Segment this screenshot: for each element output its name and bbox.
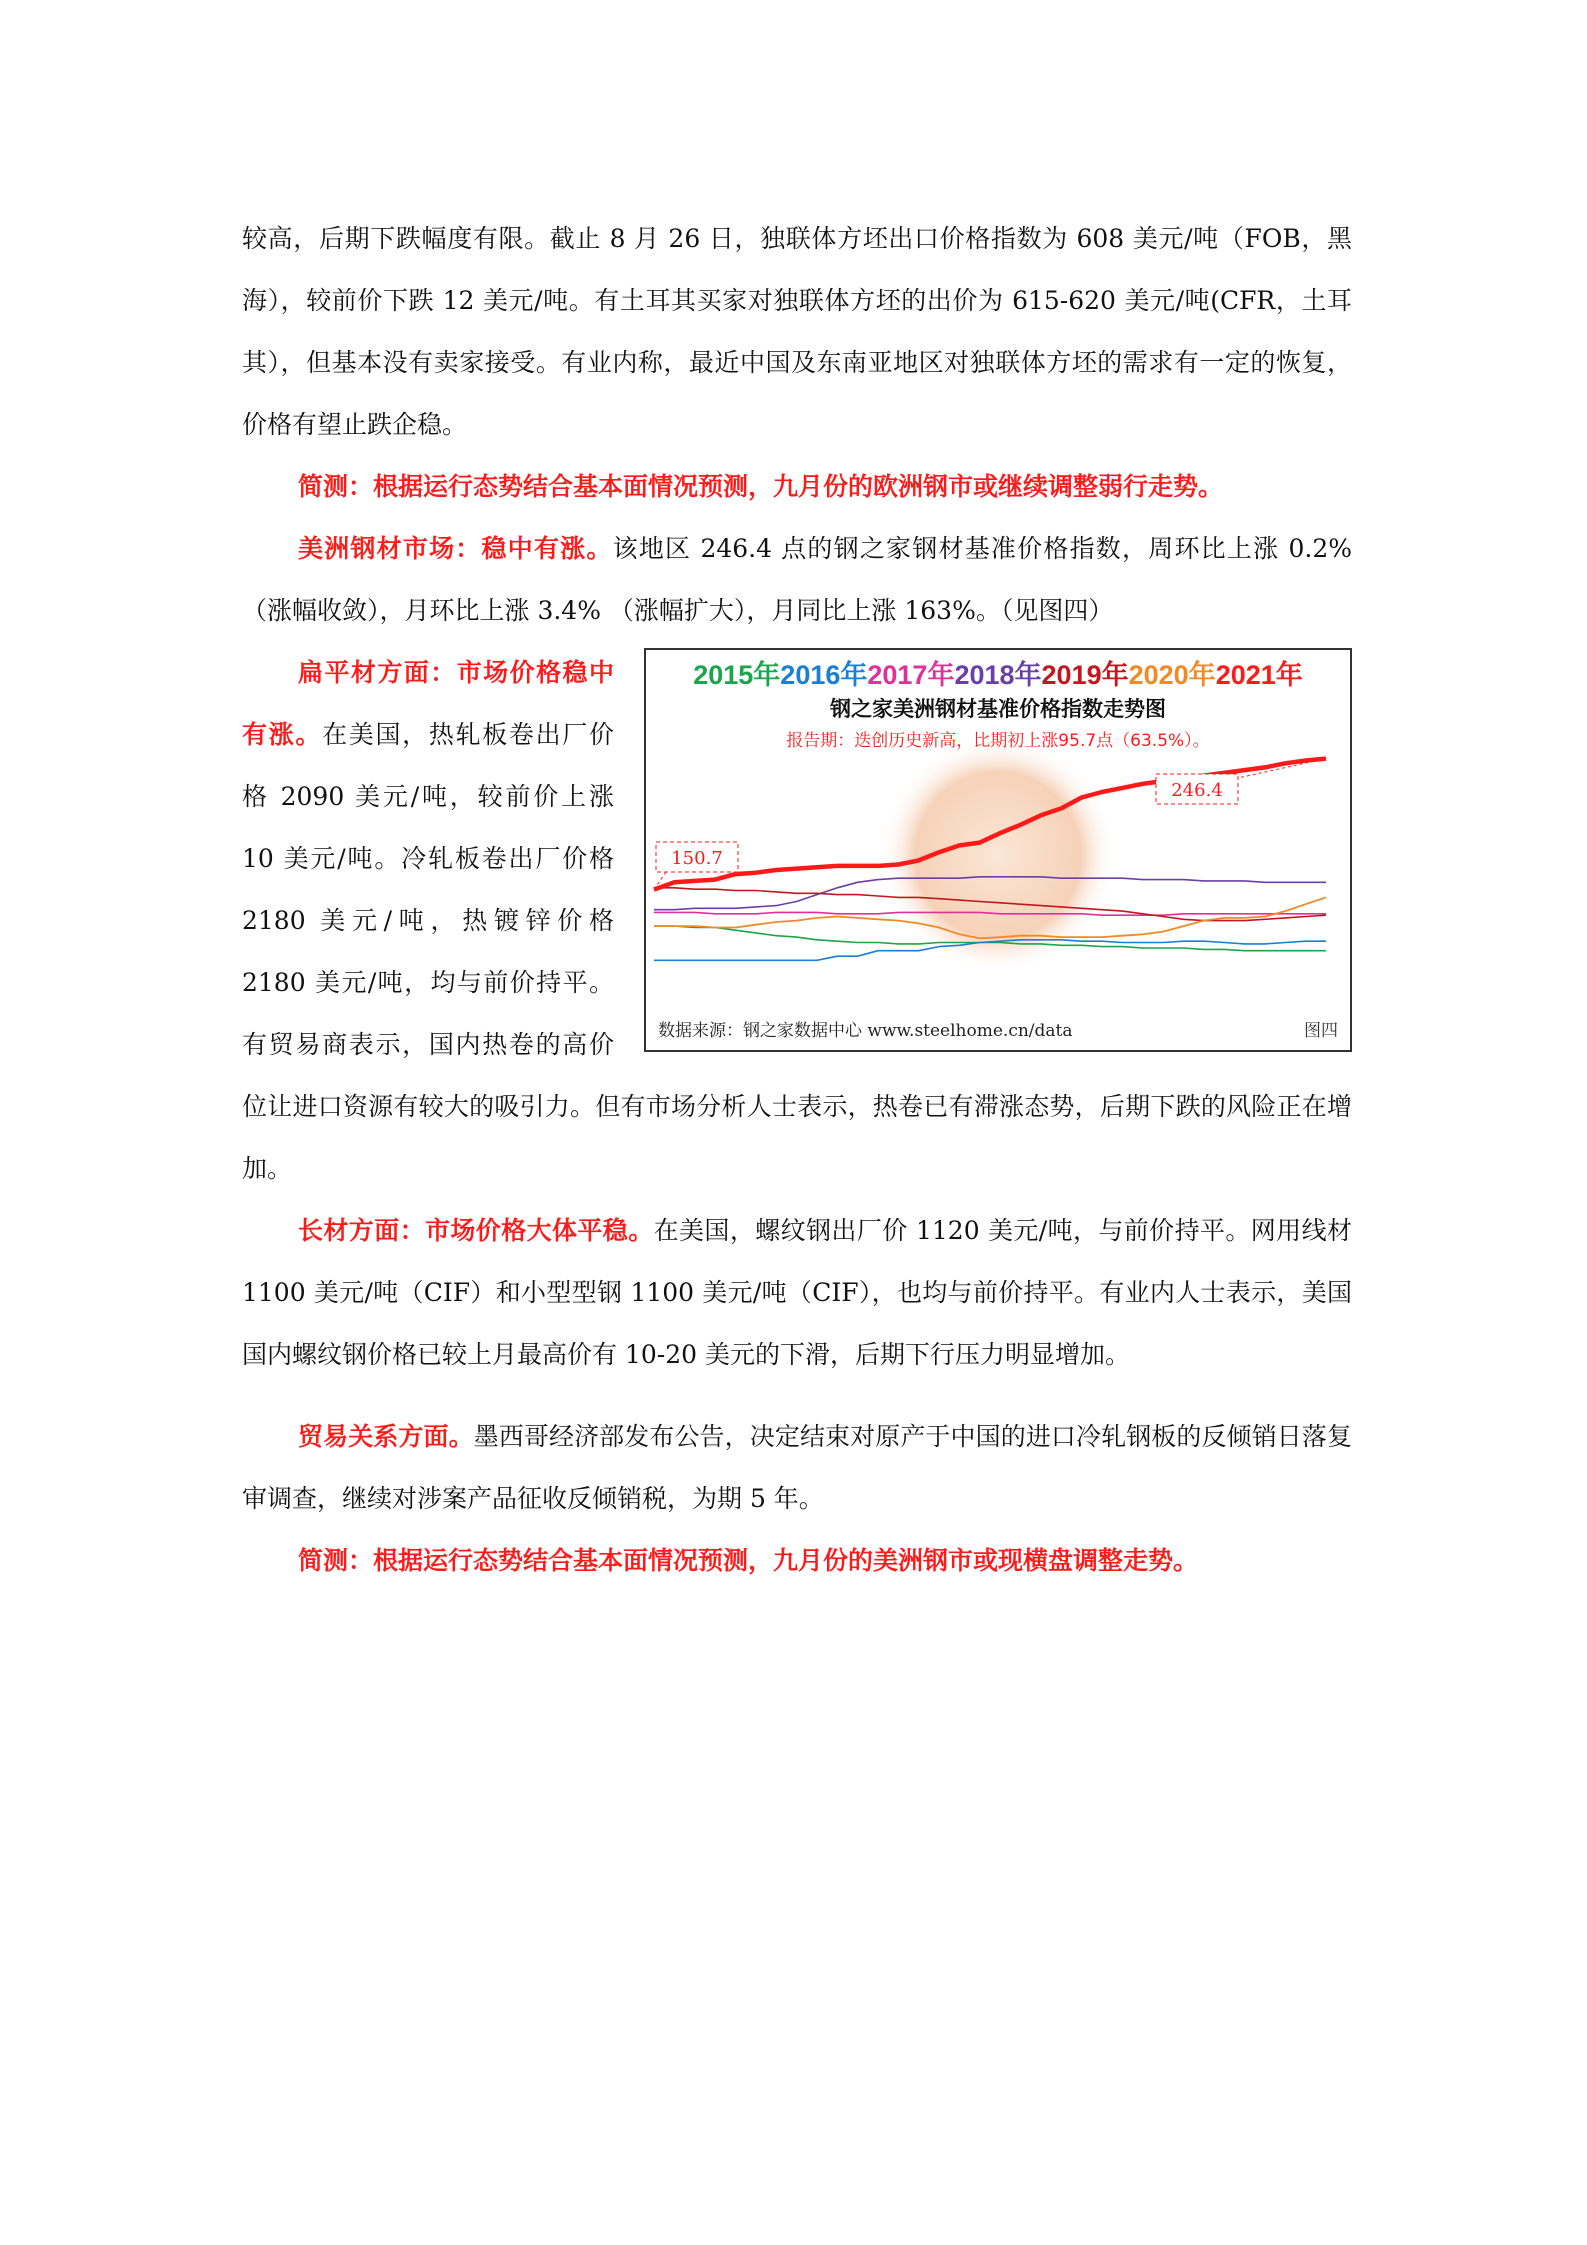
chart-source: 数据来源：钢之家数据中心 www.steelhome.cn/data (658, 1021, 1073, 1041)
paragraph-trade-relations (242, 1406, 1352, 1530)
year-label-5: 2020年 (1128, 660, 1216, 690)
document-page (242, 208, 1352, 1592)
body-long-products: 在美国，螺纹钢出厂价 1120 美元/吨，与前价持平。网用线材 1100 美元/吨（CIF）和小型型钢 1100 美元/吨（CIF），也均与前价持平。有业内人士表示，美国国内螺纹钢价格已较上月最高价有 10-20 美元的下滑，后期下行压力明显增加。 (242, 1216, 1352, 1369)
year-label-0: 2015年 (693, 660, 781, 690)
start-value-label: 150.7 (671, 848, 723, 869)
year-label-1: 2016年 (780, 660, 868, 690)
heading-flat-products: 扁平材方面：市场价格稳中有涨。 (242, 658, 614, 749)
body-flat-products: 在美国，热轧板卷出厂价格 2090 美元/吨，较前价上涨 10 美元/吨。冷轧板卷出厂价格 2180 美元/吨，热镀锌价格 2180 美元/吨，均与前价持平。有贸易商表示，国内热卷的高价位让进口资源有较大的吸引力。但有市场分析人士表示，热卷已有滞涨态势，后期下跌的风险正在增加。 (242, 720, 1352, 1183)
paragraph-americas-market (242, 518, 1352, 642)
chart-subtitle: 报告期：迭创历史新高，比期初上涨95.7点（63.5%）。 (786, 731, 1210, 751)
paragraph-long-products (242, 1200, 1352, 1386)
end-value-label: 246.4 (1171, 780, 1223, 801)
heading-trade-relations: 贸易关系方面。 (298, 1422, 474, 1451)
americas-steel-index-chart (644, 648, 1352, 1052)
chart-canvas (646, 650, 1350, 1050)
year-label-3: 2018年 (954, 660, 1042, 690)
body-trade-relations: 墨西哥经济部发布公告，决定结束对原产于中国的进口冷轧钢板的反倾销日落复审调查，继续对涉案产品征收反倾销税，为期 5 年。 (242, 1422, 1352, 1513)
forecast-europe: 简测：根据运行态势结合基本面情况预测，九月份的欧洲钢市或继续调整弱行走势。 (298, 472, 1224, 501)
year-label-4: 2019年 (1041, 660, 1129, 690)
heading-long-products: 长材方面：市场价格大体平稳。 (298, 1216, 654, 1245)
year-label-6: 2021年 (1215, 660, 1303, 690)
forecast-americas: 简测：根据运行态势结合基本面情况预测，九月份的美洲钢市或现横盘调整走势。 (298, 1546, 1199, 1575)
paragraph-cis-billet: 较高，后期下跌幅度有限。截止 8 月 26 日，独联体方坯出口价格指数为 608 美元/吨（FOB，黑海），较前价下跌 12 美元/吨。有土耳其买家对独联体方坯的出价为 615-620 美元/吨(CFR，土耳其），但基本没有卖家接受。有业内称，最近中国及东南亚地区对独联体方坯的需求有一定的恢复，价格有望止跌企稳。 (242, 224, 1352, 439)
year-label-2: 2017年 (867, 660, 955, 690)
chart-year-labels (693, 659, 1303, 690)
heading-americas-market: 美洲钢材市场：稳中有涨。 (298, 534, 613, 563)
body-americas-market: 该地区 246.4 点的钢之家钢材基准价格指数，周环比上涨 0.2%（涨幅收敛），月环比上涨 3.4% （涨幅扩大），月同比上涨 163%。（见图四） (242, 534, 1352, 625)
chart-title: 钢之家美洲钢材基准价格指数走势图 (830, 697, 1166, 721)
figure-label: 图四 (1304, 1021, 1338, 1041)
